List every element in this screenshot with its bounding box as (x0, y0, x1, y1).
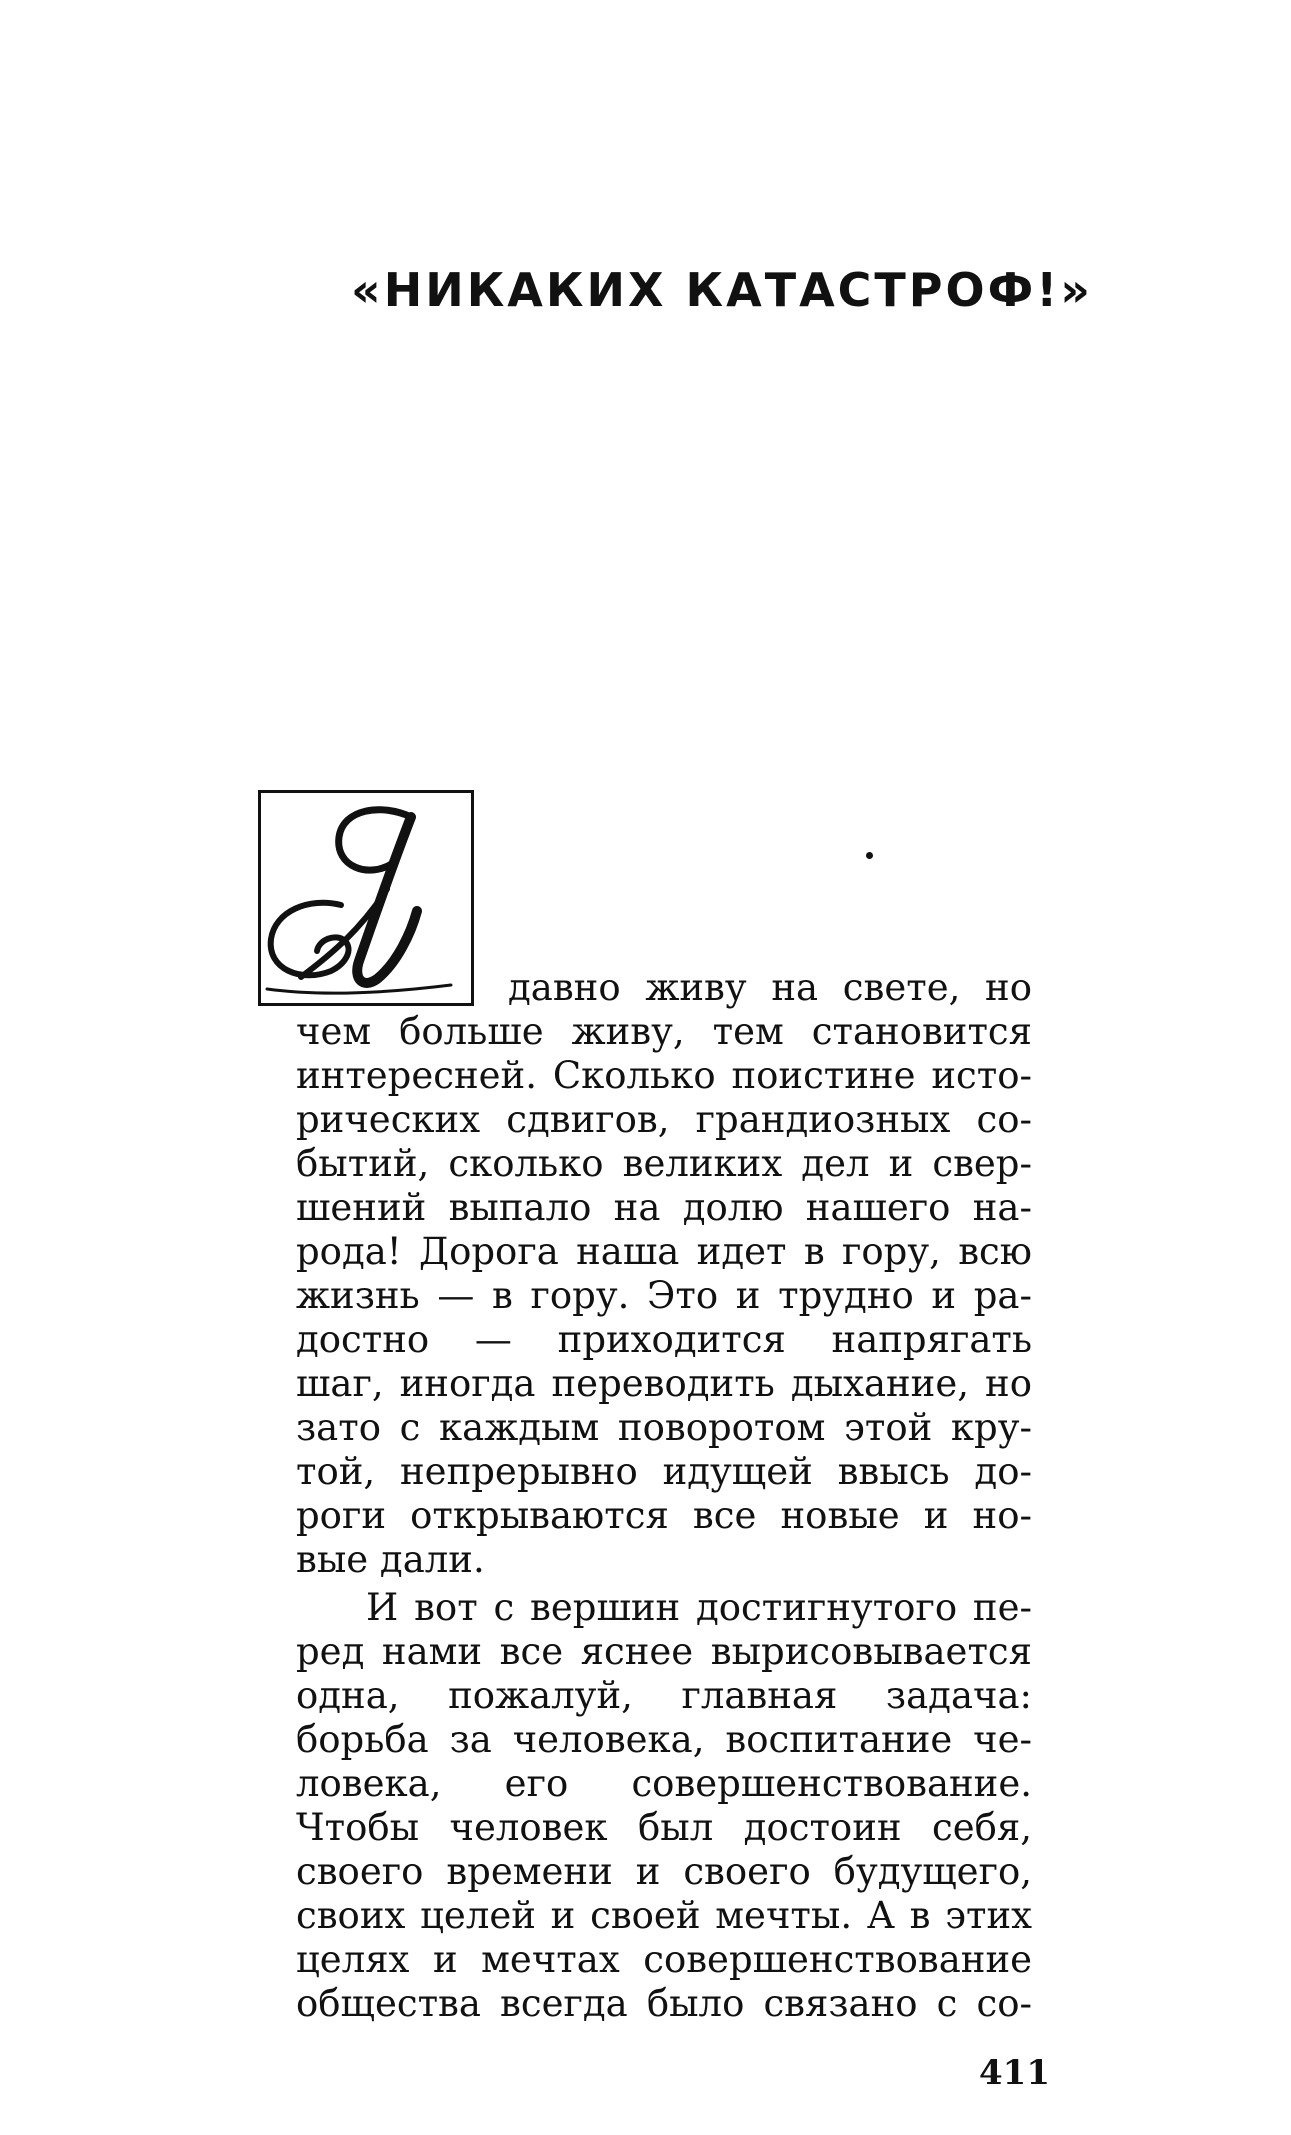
text-line: шаг, иногда переводить дыхание, но (296, 1362, 1032, 1405)
text-line: той, непрерывно идущей ввысь до- (296, 1450, 1032, 1493)
text-line: бытий, сколько великих дел и свер- (296, 1142, 1032, 1185)
text-line: ред нами все яснее вырисовывается (296, 1630, 1032, 1673)
text-line: достно — приходится напрягать (296, 1318, 1032, 1361)
text-line: Чтобы человек был достоин себя, (296, 1806, 1032, 1849)
text-line: рических сдвигов, грандиозных со- (296, 1098, 1032, 1141)
text-line: зато с каждым поворотом этой кру- (296, 1406, 1032, 1449)
dropcap-initial (258, 790, 474, 1006)
text-line: своих целей и своей мечты. А в этих (296, 1894, 1032, 1937)
text-line: вые дали. (296, 1538, 485, 1581)
text-line: рода! Дорога наша идет в гору, всю (296, 1230, 1032, 1273)
text-line: общества всегда было связано с со- (296, 1982, 1032, 2025)
text-line: жизнь — в гору. Это и трудно и ра- (296, 1274, 1032, 1317)
page-number: 411 (979, 2053, 1050, 2093)
chapter-title: «НИКАКИХ КАТАСТРОФ!» (351, 263, 1093, 317)
text-line: своего времени и своего будущего, (296, 1850, 1032, 1893)
text-line: интересней. Сколько поистине исто- (296, 1054, 1032, 1097)
text-line: шений выпало на долю нашего на- (296, 1186, 1032, 1229)
text-line: чем больше живу, тем становится (296, 1010, 1032, 1053)
text-line: давно живу на свете, но (508, 966, 1032, 1009)
text-line: И вот с вершин достигнутого пе- (366, 1586, 1032, 1629)
text-line: ловека, его совершенствование. (296, 1762, 1032, 1805)
text-line: целях и мечтах совершенствование (296, 1938, 1032, 1981)
text-line: одна, пожалуй, главная задача: (296, 1674, 1032, 1717)
text-line: борьба за человека, воспитание че- (296, 1718, 1032, 1761)
dropcap-letter-ya-icon (261, 793, 471, 1003)
text-line: роги открываются все новые и но- (296, 1494, 1032, 1537)
ink-speck (866, 852, 873, 859)
